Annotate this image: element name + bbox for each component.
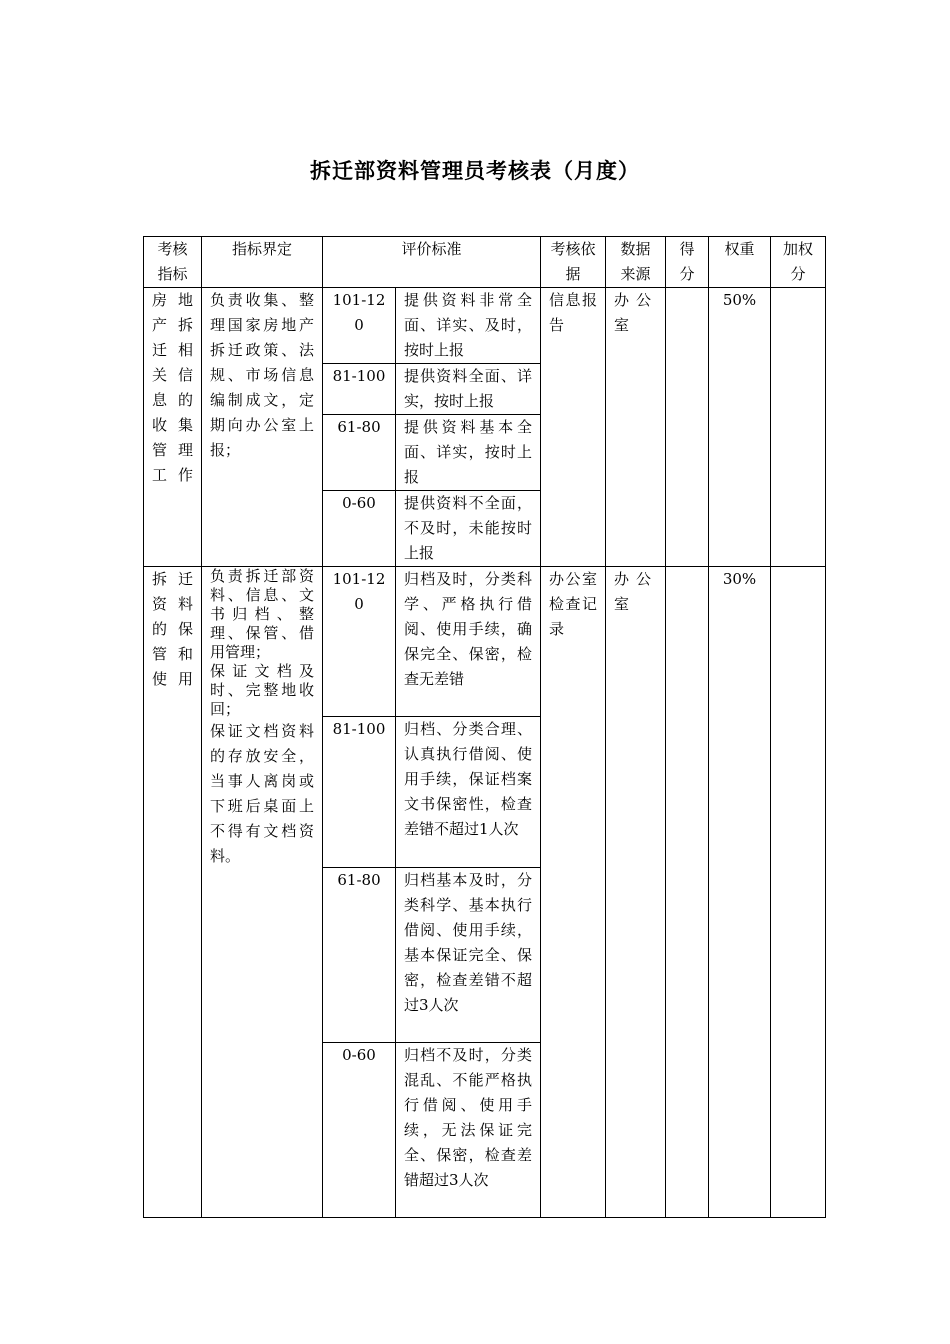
criteria-text: 归档、分类合理、认真执行借阅、使用手续，保证档案文书保密性，检查差错不超过1人次 <box>396 717 541 868</box>
criteria-text: 提供资料非常全面、详实、及时，按时上报 <box>396 288 541 364</box>
score-range: 101-120 <box>323 567 396 717</box>
score-range: 61-80 <box>323 415 396 491</box>
table-row <box>144 288 826 364</box>
header-basis: 考核依据 <box>541 237 606 288</box>
bonus-cell <box>771 288 826 567</box>
header-criteria: 评价标准 <box>323 237 541 288</box>
assessment-table <box>143 236 826 1218</box>
header-indicator: 考核指标 <box>144 237 202 288</box>
criteria-text: 归档不及时，分类混乱、不能严格执行借阅、使用手续，无法保证完全、保密，检查差错超过3人次 <box>396 1043 541 1218</box>
table-row <box>144 567 826 717</box>
definition-part: 负责拆迁部资料、信息、文书归档、整理、保管、借用管理； <box>210 567 314 661</box>
score-range: 0-60 <box>323 491 396 567</box>
criteria-text: 归档及时，分类科学、严格执行借阅、使用手续，确保完全、保密，检查无差错 <box>396 567 541 717</box>
definition-cell <box>202 567 323 1218</box>
weight-cell: 30% <box>709 567 771 1218</box>
score-cell <box>666 288 709 567</box>
criteria-text: 归档基本及时，分类科学、基本执行借阅、使用手续，基本保证完全、保密，检查差错不超过3人次 <box>396 868 541 1043</box>
score-range: 61-80 <box>323 868 396 1043</box>
basis-cell: 信息报告 <box>541 288 606 567</box>
definition-part: 保证文档及时、完整地收回； <box>210 662 314 718</box>
basis-cell: 办公室检查记录 <box>541 567 606 1218</box>
score-cell <box>666 567 709 1218</box>
source-cell: 办公室 <box>606 567 666 1218</box>
definition-cell: 负责收集、整理国家房地产拆迁政策、法规、市场信息编制成文，定期向办公室上报； <box>202 288 323 567</box>
indicator-cell: 拆迁资料的保管和使用 <box>144 567 202 1218</box>
score-range: 0-60 <box>323 1043 396 1218</box>
header-source: 数据来源 <box>606 237 666 288</box>
criteria-text: 提供资料基本全面、详实，按时上报 <box>396 415 541 491</box>
header-weight: 权重 <box>709 237 771 288</box>
score-range: 81-100 <box>323 364 396 415</box>
definition-part: 保证文档资料的存放安全，当事人离岗或下班后桌面上不得有文档资料。 <box>210 722 314 865</box>
criteria-text: 提供资料全面、详实，按时上报 <box>396 364 541 415</box>
source-cell: 办公室 <box>606 288 666 567</box>
header-definition: 指标界定 <box>202 237 323 288</box>
header-score: 得分 <box>666 237 709 288</box>
page-title: 拆迁部资料管理员考核表（月度） <box>310 159 640 183</box>
weight-cell: 50% <box>709 288 771 567</box>
score-range: 81-100 <box>323 717 396 868</box>
bonus-cell <box>771 567 826 1218</box>
criteria-text: 提供资料不全面，不及时，未能按时上报 <box>396 491 541 567</box>
header-bonus: 加权分 <box>771 237 826 288</box>
header-row <box>144 237 826 288</box>
indicator-cell: 房地产拆迁相关信息的收集管理工作 <box>144 288 202 567</box>
score-range: 101-120 <box>323 288 396 364</box>
